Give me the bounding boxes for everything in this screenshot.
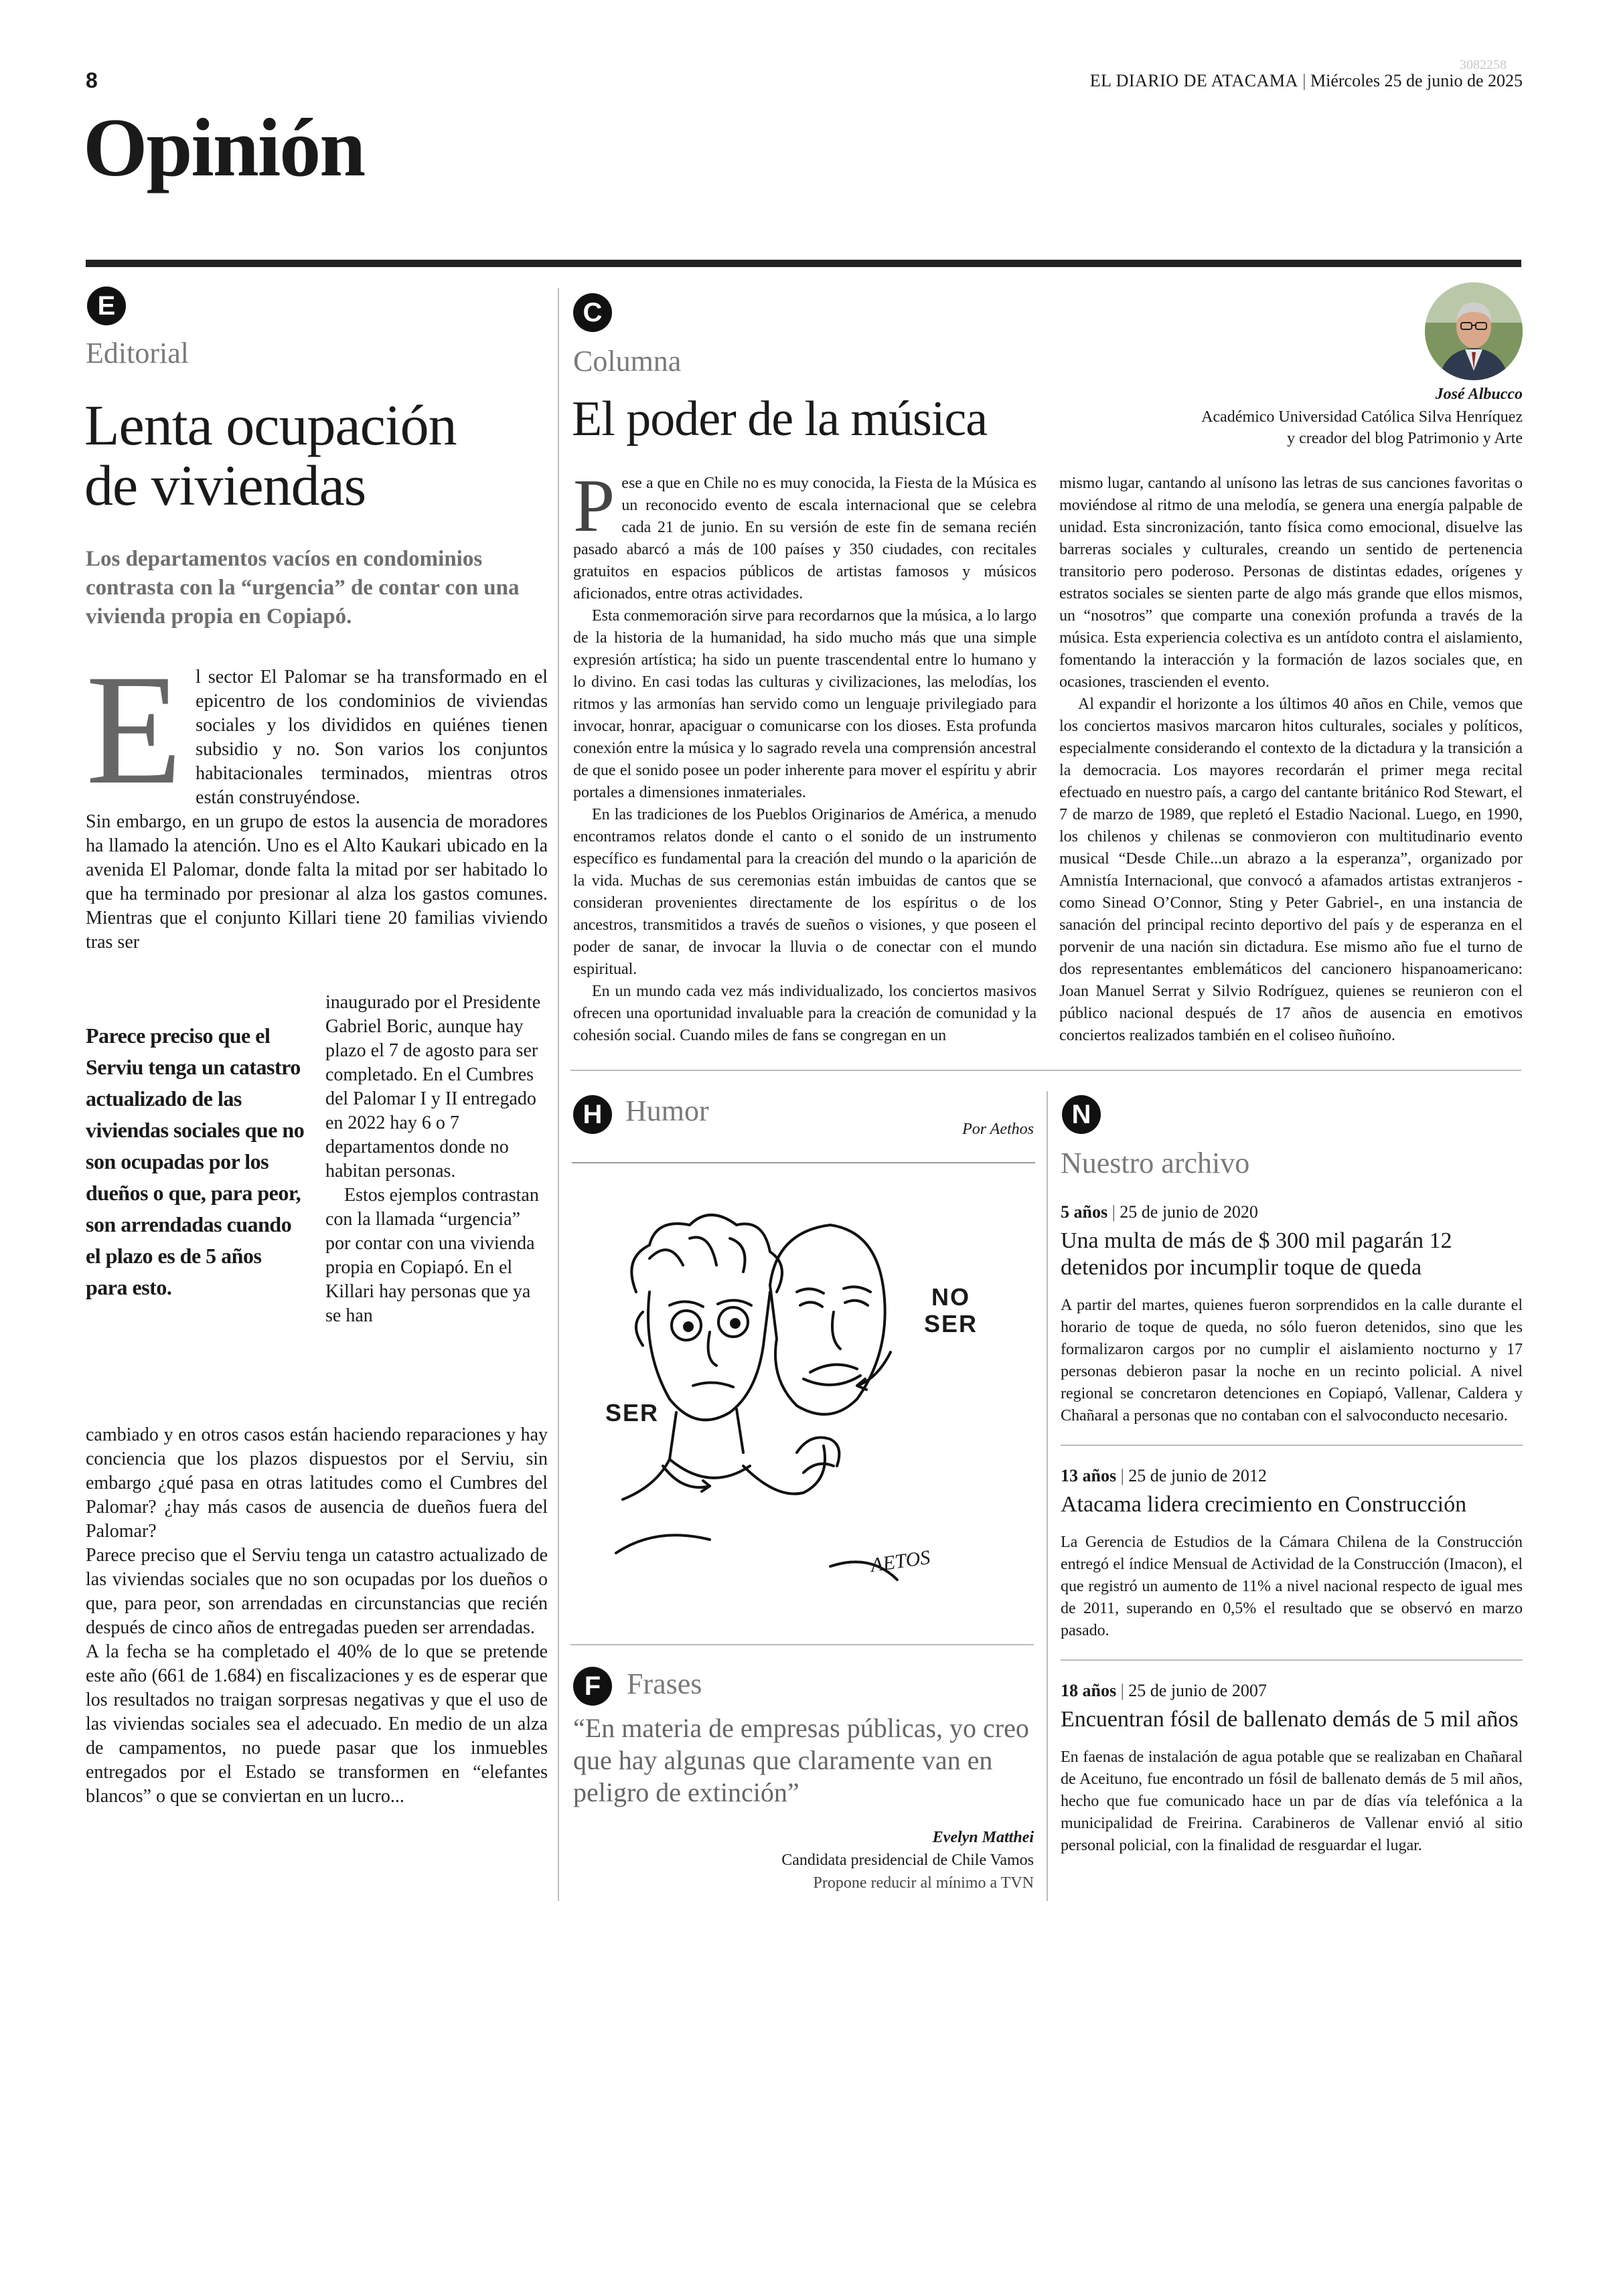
archivo-list	[1061, 1202, 1523, 1857]
page-code: 3082258	[1460, 58, 1507, 72]
author-role-2: y creador del blog Patrimonio y Arte	[1287, 430, 1523, 447]
frases-role: Candidata presidencial de Chile Vamos	[781, 1852, 1034, 1869]
masthead-line	[1090, 71, 1523, 91]
author-photo	[1425, 282, 1523, 380]
author-role-1: Académico Universidad Católica Silva Henríquez	[1201, 408, 1523, 426]
editorial-intro: l sector El Palomar se ha transformado en el epicentro de los condominios de viviendas sociales y los divididos en quiénes tienen subsidio y no. Son varios los conjuntos habitacionales terminados, mientras otros están construyéndose.	[196, 667, 548, 808]
humor-label: Humor	[625, 1094, 709, 1127]
column-text-left	[573, 465, 1037, 1047]
archivo-item	[1061, 1681, 1523, 1857]
issue-date: Miércoles 25 de junio de 2025	[1310, 71, 1523, 90]
column-paragraph-6: Al expandir el horizonte a los últimos 40 años en Chile, vemos que los conciertos masivos marcaron hitos culturales, sociales y políticos, especialmente considerando el contexto de la dictadura y la transición a la democracia. Los mayores recordarán el primer mega recital efectuado en nuestro país, a cargo del cantante británico Rod Stewart, el 7 de marzo de 1989, que repletó el Estadio Nacional. Luego, en 1990, los chilenos y chilenas se conmovieron con multitudinario evento musical “Desde Chile...un abrazo a la esperanza”, organizado por Amnistía Internacional, que convocó a afamados artistas extranjeros -como Sinead O’Connor, Sting y Peter Gabriel-, en una instancia de sanación del principal recinto deportivo del país y de esperanza en el porvenir de una nación sin dictadura. Ese mismo año fue el turno de dos representantes emblemáticos del cancionero hispanoamericano: Joan Manuel Serrat y Silvio Rodríguez, quienes se reunieron con el público nacional después de 17 años de ausencia en emotivos conciertos realizados también en el coliseo ñuñoíno.	[1059, 695, 1523, 1044]
column-paragraph-1-text: ese a que en Chile no es muy conocida, la Fiesta de la Música es un reconocido evento de escala internacional que se celebra cada 21 de junio. En su versión de este fin de semana recién pasado abarcó a más de 100 países y 350 ciudades, con recitales gratuitos en espacios públicos de artistas famosos y músicos aficionados, entre otras actividades.	[573, 475, 1037, 602]
archivo-item-years: 13 años	[1061, 1466, 1117, 1485]
archivo-item-header: 13 años | 25 de junio de 2012	[1061, 1466, 1267, 1485]
frases-badge: F	[573, 1667, 612, 1706]
column-divider-left	[558, 288, 559, 1901]
editorial-body-top	[86, 643, 548, 955]
archivo-item-text: A partir del martes, quienes fueron sorprendidos en la calle durante el horario de toque de queda, no sólo fueron detenidos, sino que les formalizaron cargos por no cumplir el aislamiento nocturno y 17 personas debieron pasar la noche en un recinto policial. A nivel regional se concretaron detenciones en Copiapó, Vallenar, Caldera y Chañaral a personas que no contaban con el salvoconducto necesario.	[1061, 1297, 1523, 1424]
archivo-divider	[1061, 1659, 1523, 1661]
bubble-no: NO	[931, 1283, 971, 1311]
frases-context: Propone reducir al mínimo a TVN	[813, 1874, 1034, 1892]
editorial-title	[84, 395, 553, 515]
author-name: José Albucco	[1435, 386, 1523, 403]
humor-cartoon	[576, 1178, 1031, 1607]
archivo-item-date: 25 de junio de 2012	[1128, 1466, 1267, 1485]
column-label: Columna	[573, 345, 682, 378]
editorial-paragraph-3: cambiado y en otros casos están haciendo reparaciones y hay conciencia que los plazos dispuestos por el Serviu, sin embargo ¿qué pasa en otras latitudes como el Cumbres del Palomar? ¿hay más casos de ausencia de dueños fuera del Palomar?	[86, 1424, 548, 1542]
archivo-item-years: 18 años	[1061, 1681, 1117, 1700]
editorial-paragraph-5: A la fecha se ha completado el 40% de lo que se pretende este año (661 de 1.684) en fiscalizaciones y es de esperar que los resultados no traigan sorpresas negativas y que el uso de las viviendas sociales sea el adecuado. En medio de un alza de campamentos, no puede pasar que los inmuebles entregados por el Estado se transformen en “elefantes blancos” o que se conviertan en un lucro...	[86, 1641, 548, 1807]
archivo-item-title: Una multa de más de $ 300 mil pagarán 12 detenidos por incumplir toque de queda	[1061, 1228, 1452, 1280]
archivo-item-header: 18 años | 25 de junio de 2007	[1061, 1681, 1267, 1700]
column-divider-right	[1047, 1091, 1048, 1901]
editorial-paragraph-4: Parece preciso que el Serviu tenga un catastro actualizado de las viviendas sociales que no son ocupadas por los dueños o que, para peor, son arrendadas en circunstancias que recién después de cinco años de entregadas pueden ser arrendadas.	[86, 1545, 548, 1638]
archivo-item-date: 25 de junio de 2007	[1128, 1681, 1267, 1700]
archivo-item-title: Atacama lidera crecimiento en Construcción	[1061, 1492, 1467, 1517]
humor-bottom-rule	[570, 1644, 1034, 1645]
column-paragraph-5: mismo lugar, cantando al unísono las letras de sus canciones favoritas o moviéndose al ritmo de una melodía, se genera una energía palpable de unidad. Esta sincronización, tanto física como emocional, disuelve las barreras sociales y culturales, creando un sentido de pertenencia transitorio pero poderoso. Personas de distintas edades, orígenes y estratos sociales se sienten parte de algo más grande que ellos mismos, un “nosotros” que comparte una conexión profunda a través de la música. Esta experiencia colectiva es un antídoto contra el aislamiento, fomentando la interacción y la formación de lazos sociales que, en ocasiones, trascienden el evento.	[1059, 475, 1523, 691]
editorial-title-line1: Lenta ocupación	[84, 393, 457, 457]
cartoon-signature: AETOS	[869, 1546, 932, 1577]
archivo-label: Nuestro archivo	[1061, 1147, 1250, 1179]
archivo-item-text: En faenas de instalación de agua potable que se realizaban en Chañaral de Aceituno, fue encontrado un fósil de ballenato demás de 5 mil años, hecho que fue comunicado hace un par de días vía telefónica a la municipalidad de Freirina. Carabineros de Vallenar envió al sitio personal policial, con la finalidad de resguardar el lugar.	[1061, 1748, 1523, 1854]
archivo-divider	[1061, 1445, 1523, 1446]
editorial-badge: E	[87, 286, 126, 325]
masthead-separator: |	[1302, 71, 1310, 90]
column-text-right	[1059, 473, 1523, 1047]
editorial-paragraph-2: Sin embargo, en un grupo de estos la ausencia de moradores ha llamado la atención. Uno es el Alto Kaukari ubicado en la avenida El Palomar, donde falta la mitad por ser habitado lo que ha terminado por presionar al alza los gastos comunes. Mientras que el conjunto Killari tiene 20 familias viviendo tras ser	[86, 811, 548, 953]
frases-author: Evelyn Matthei	[932, 1829, 1034, 1846]
archivo-item-text: La Gerencia de Estudios de la Cámara Chilena de la Construcción entregó el índice Mensual de Actividad de la Construcción (Imacon), el que registró un aumento de 11% a nivel nacional respecto de igual mes de 2011, superando en 0,5% el resultado que se observó en marzo pasado.	[1061, 1534, 1523, 1639]
editorial-pullquote: Parece preciso que el Serviu tenga un catastro actualizado de las viviendas sociales que no son ocupadas por los dueños o que, para peor, son arrendadas cuando el plazo es de 5 años para esto.	[86, 1023, 305, 1299]
archivo-item-header: 5 años | 25 de junio de 2020	[1061, 1202, 1258, 1222]
bubble-no-ser	[924, 1284, 978, 1337]
archivo-item-title: Encuentran fósil de ballenato demás de 5 mil años	[1061, 1707, 1519, 1732]
column-badge: C	[573, 293, 612, 332]
archivo-item	[1061, 1202, 1523, 1446]
bubble-no-ser-word: SER	[924, 1310, 978, 1337]
archivo-item	[1061, 1466, 1523, 1661]
column-title: El poder de la música	[572, 392, 988, 446]
frases-quote: “En materia de empresas públicas, yo creo que hay algunas que claramente van en peligro de extinción”	[573, 1713, 1029, 1807]
editorial-side-text: inaugurado por el Presidente Gabriel Boric, aunque hay plazo el 7 de agosto para ser completado. En el Cumbres del Palomar I y II entregado en 2022 hay 6 o 7 departamentos donde no habitan personas.	[325, 992, 541, 1181]
archivo-badge: N	[1062, 1095, 1101, 1134]
editorial-title-line2: de viviendas	[84, 453, 366, 517]
editorial-side-column	[325, 991, 548, 1328]
archivo-item-date: 25 de junio de 2020	[1120, 1202, 1258, 1222]
header-rule	[86, 260, 1521, 267]
editorial-side-text-2: Estos ejemplos contrastan con la llamada “urgencia” por contar con una vivienda propia en Copiapó. En el Killari hay personas que ya se han	[325, 1185, 539, 1326]
humor-rule	[572, 1162, 1035, 1163]
column-bottom-rule	[570, 1070, 1521, 1071]
column-dropcap: P	[573, 465, 615, 548]
humor-badge: H	[573, 1095, 612, 1134]
editorial-body-bottom	[86, 1423, 548, 1809]
column-paragraph-4: En un mundo cada vez más individualizado, los conciertos masivos ofrecen una oportunidad invaluable para la creación de comunidad y la cohesión social. Cuando miles de fans se congregan en un	[573, 983, 1037, 1044]
editorial-label: Editorial	[86, 337, 189, 370]
section-title: Opinión	[83, 102, 365, 193]
editorial-dropcap: E	[86, 643, 183, 817]
page-number: 8	[86, 68, 98, 92]
archivo-item-years: 5 años	[1061, 1202, 1108, 1222]
column-paragraph-2: Esta conmemoración sirve para recordarnos que la música, a lo largo de la historia de la humanidad, ha sido mucho más que una simple expresión artística; ha sido un puente trascendental entre lo humano y lo divino. En casi todas las culturas y civilizaciones, las melodías, los ritmos y las armonías han servido como un lenguaje privilegiado para invocar, honrar, apaciguar o comunicarse con los dioses. Esta profunda conexión entre la música y lo sagrado revela una comprensión ancestral de que el sonido posee un poder inherente para mover el espíritu y abrir portales a dimensiones inmateriales.	[573, 607, 1037, 801]
editorial-subtitle: Los departamentos vacíos en condominios contrasta con la “urgencia” de contar con una vivienda propia en Copiapó.	[86, 547, 520, 629]
bubble-ser: SER	[605, 1399, 660, 1426]
frases-label: Frases	[627, 1667, 702, 1700]
humor-byline: Por Aethos	[962, 1121, 1034, 1138]
paper-name: EL DIARIO DE ATACAMA	[1089, 71, 1298, 90]
column-paragraph-1	[573, 465, 1037, 605]
column-paragraph-3: En las tradiciones de los Pueblos Originarios de América, a menudo encontramos relatos donde el canto o el sonido de un instrumento específico es fundamental para la creación del mundo o la aparición de la vida. Muchas de sus ceremonias están imbuidas de cantos que se consideran provenientes directamente de los espíritus o de los ancestros, transmitidos a través de sueños o visiones, y que poseen el poder de sanar, de invocar la lluvia o de conectar con el mundo espiritual.	[573, 806, 1037, 978]
